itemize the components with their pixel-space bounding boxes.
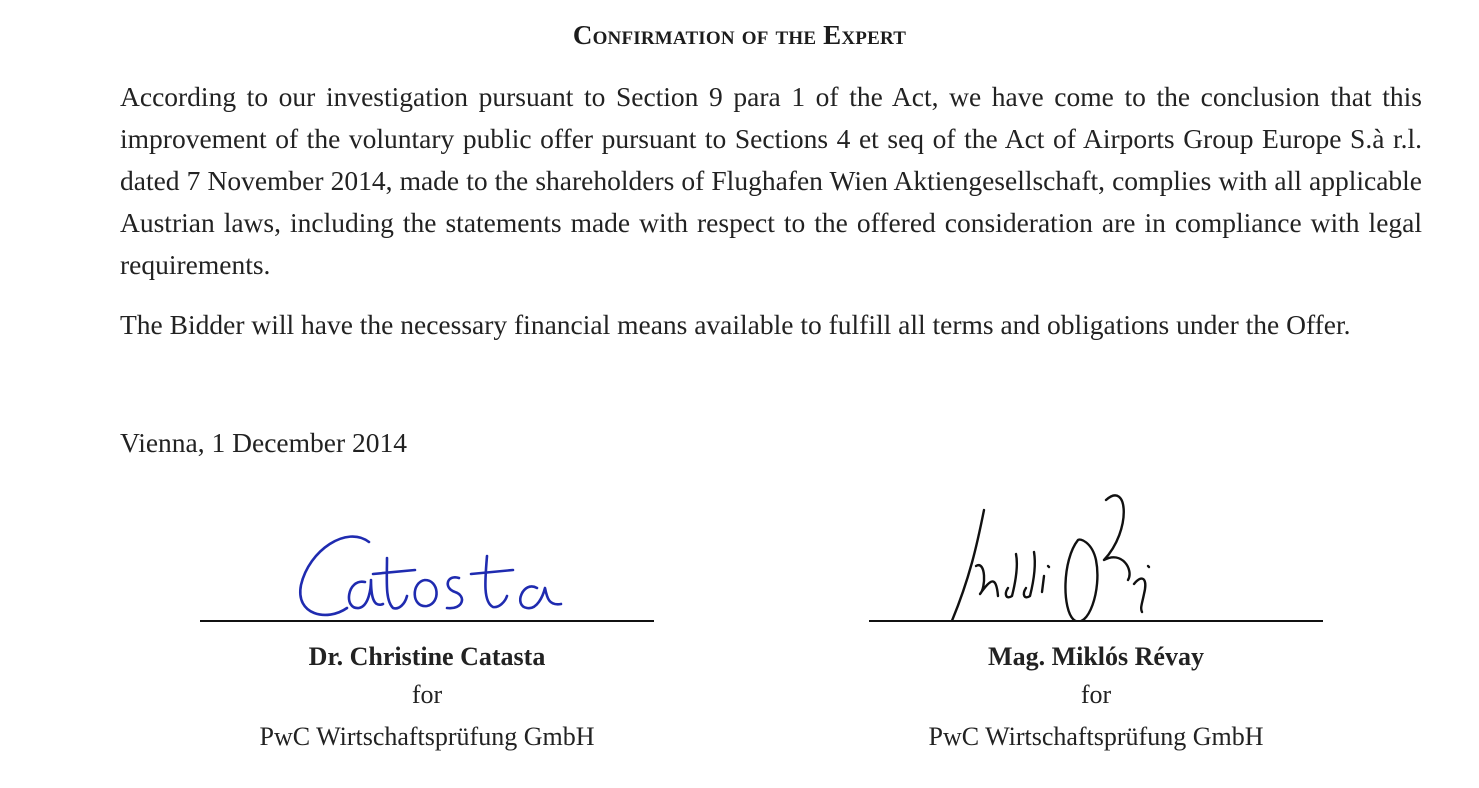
signatory-firm: PwC Wirtschaftsprüfung GmbH [259,722,595,751]
paragraph-conclusion: According to our investigation pursuant to Section 9 para 1 of the Act, we have come to the conclusion that this improvement of the voluntary public offer pursuant to Sections 4 et seq of the Act of Airports Group Europe S.à r.l. dated 7 November 2014, made to the shareholders of Flughafen Wien Aktiengesellschaft, complies with all applicable Austrian laws, including the statements made with respect to the offered consideration are in compliance with legal requirements. [120,81,1422,280]
place-date: Vienna, 1 December 2014 [120,427,407,458]
signature-line [869,620,1323,622]
signatory-firm: PwC Wirtschaftsprüfung GmbH [928,722,1264,751]
signatory-name: Mag. Miklós Révay [988,642,1204,671]
signature-block-catasta [197,470,657,758]
signatory-for-label: for [411,680,443,709]
signature-line [200,620,654,622]
signature-image-revay [866,470,1326,620]
document-title: Confirmation of the Expert [572,20,907,50]
signature-block-revay [866,470,1326,758]
paragraph-financial-means: The Bidder will have the necessary financial means available to fulfill all terms and obligations under the Offer. [120,309,1351,340]
signatory-name: Dr. Christine Catasta [308,642,546,671]
signature-image-catasta [197,470,657,620]
signatory-for-label: for [1080,680,1112,709]
